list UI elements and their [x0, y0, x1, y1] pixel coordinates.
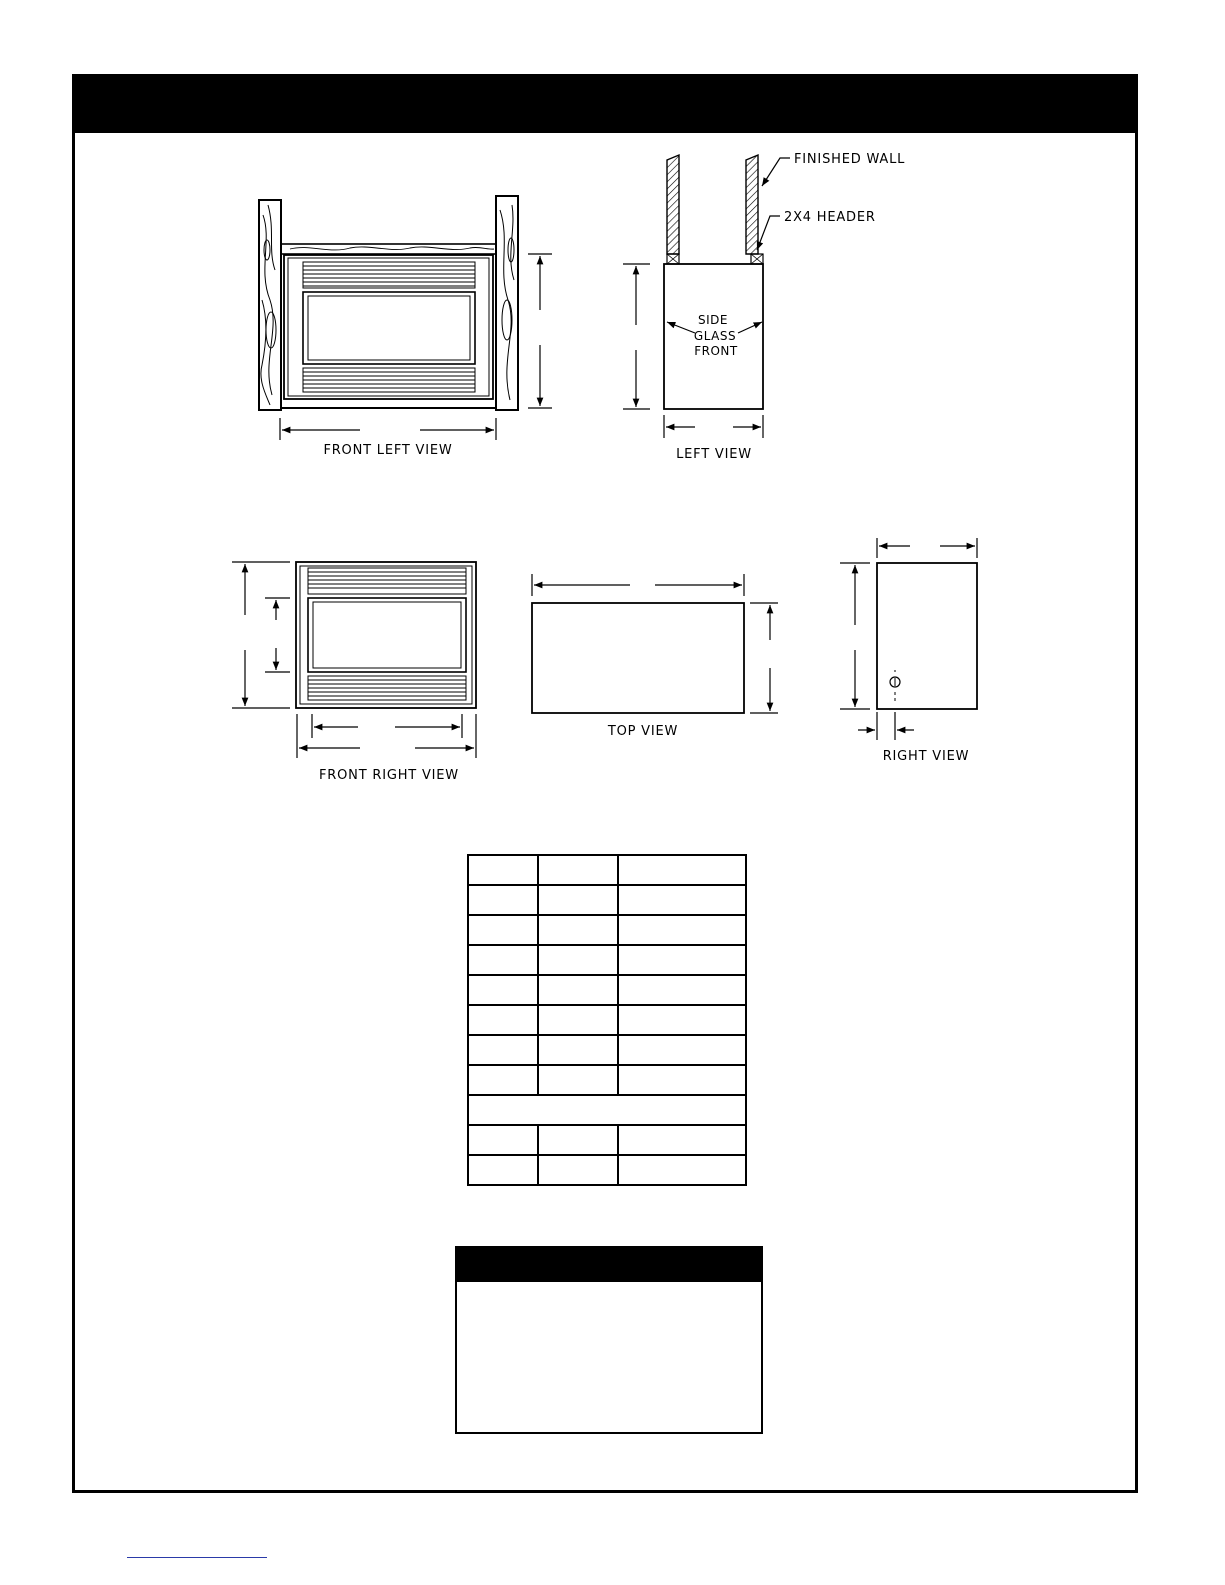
table-cell — [538, 1125, 618, 1155]
side-label: SIDE — [698, 313, 728, 327]
front-right-width-dimension — [297, 714, 476, 758]
note-header-bar — [457, 1248, 761, 1282]
front-left-width-dimension — [280, 418, 496, 440]
table-cell — [468, 885, 538, 915]
table-row — [468, 1125, 746, 1155]
top-view-width-dimension — [532, 574, 744, 596]
front-left-view — [259, 196, 552, 440]
glass-window — [303, 292, 475, 364]
right-view-label: RIGHT VIEW — [882, 749, 970, 764]
table-row — [468, 885, 746, 915]
front-right-height-dimension — [232, 562, 290, 708]
front-right-glass-width-dimension — [312, 714, 462, 738]
gas-inlet-offset-dimension — [858, 712, 914, 740]
table-cell — [618, 1005, 746, 1035]
front-left-height-dimension — [528, 254, 552, 408]
table-cell — [468, 1125, 538, 1155]
table-cell — [618, 975, 746, 1005]
right-view-depth-dimension — [877, 538, 977, 558]
right-view — [840, 538, 977, 740]
finished-wall-section — [746, 155, 758, 254]
table-cell — [618, 915, 746, 945]
note-box — [455, 1246, 763, 1434]
top-louvers — [303, 262, 475, 288]
right-view-height-dimension — [840, 563, 870, 709]
right-view-unit — [877, 563, 977, 709]
table-row — [468, 1035, 746, 1065]
top-header-wood — [281, 244, 496, 254]
table-row — [468, 1065, 746, 1095]
front-right-top-louvers — [308, 568, 466, 594]
header-2x4-label: 2X4 HEADER — [784, 210, 876, 225]
front-right-view — [232, 562, 476, 758]
table-cell — [538, 915, 618, 945]
table-cell — [468, 1065, 538, 1095]
table-span-row — [468, 1095, 746, 1125]
table-cell — [468, 1155, 538, 1185]
front-left-view-label: FRONT LEFT VIEW — [323, 443, 453, 458]
table-cell — [468, 855, 538, 885]
table-cell — [468, 1035, 538, 1065]
table-cell — [538, 855, 618, 885]
glass-label: GLASS — [693, 329, 737, 343]
table-row — [468, 975, 746, 1005]
table-cell — [618, 1155, 746, 1185]
left-wood-stud — [259, 200, 281, 410]
table-span-cell — [468, 1095, 746, 1125]
table-cell — [618, 1065, 746, 1095]
left-view-label: LEFT VIEW — [676, 447, 752, 462]
glass-inner — [308, 296, 470, 360]
right-wood-stud — [496, 196, 518, 410]
dimension-table — [467, 854, 747, 1186]
left-view — [623, 155, 790, 438]
table-cell — [538, 885, 618, 915]
table-cell — [538, 945, 618, 975]
front-right-glass — [308, 598, 466, 672]
table-cell — [618, 1125, 746, 1155]
table-cell — [538, 1155, 618, 1185]
front-right-inner-frame — [300, 566, 472, 704]
table-cell — [538, 1005, 618, 1035]
table-cell — [538, 975, 618, 1005]
finished-wall-label: FINISHED WALL — [794, 152, 906, 167]
top-view-depth-dimension — [750, 603, 778, 713]
table-cell — [618, 1035, 746, 1065]
top-view-label: TOP VIEW — [607, 724, 679, 739]
table-cell — [468, 945, 538, 975]
bottom-louvers — [303, 368, 475, 392]
footer-link-underline[interactable] — [127, 1557, 267, 1558]
table-row — [468, 1005, 746, 1035]
table-row — [468, 855, 746, 885]
table-cell — [468, 975, 538, 1005]
front-right-view-label: FRONT RIGHT VIEW — [319, 768, 459, 783]
table-cell — [538, 1065, 618, 1095]
left-view-depth-dimension — [664, 415, 763, 438]
left-view-height-dimension — [623, 264, 650, 409]
table-cell — [538, 1035, 618, 1065]
top-view — [532, 574, 778, 713]
table-cell — [468, 915, 538, 945]
table-row — [468, 945, 746, 975]
table-cell — [618, 945, 746, 975]
table-cell — [618, 855, 746, 885]
front-label: FRONT — [694, 344, 738, 358]
table-cell — [468, 1005, 538, 1035]
firebox-frame — [284, 255, 493, 399]
front-right-bottom-louvers — [308, 676, 466, 700]
top-view-unit — [532, 603, 744, 713]
table-row — [468, 915, 746, 945]
firebox-inner-frame — [288, 258, 489, 396]
table-row — [468, 1155, 746, 1185]
rear-wall-section — [667, 155, 679, 254]
table-cell — [618, 885, 746, 915]
front-right-glass-inner — [313, 602, 461, 668]
front-right-glass-height-dimension — [265, 598, 290, 672]
